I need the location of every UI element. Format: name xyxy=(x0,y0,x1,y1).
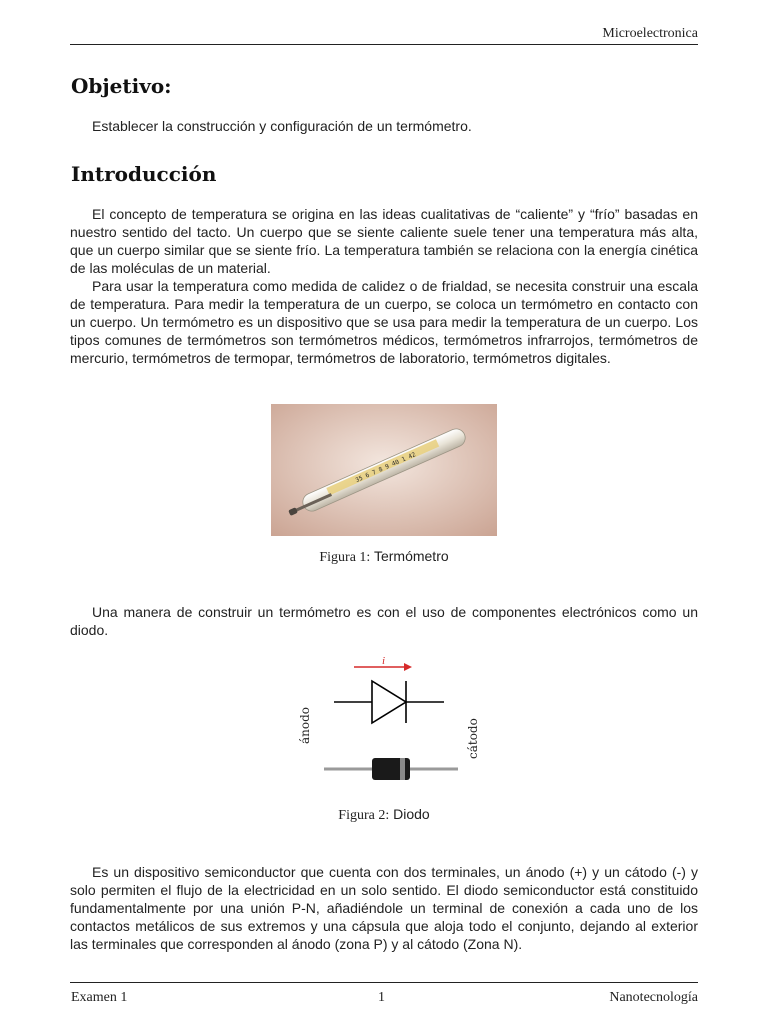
objetivo-text: Establecer la construcción y configuración de un termómetro. xyxy=(92,118,472,134)
intro-paragraph-4: Es un dispositivo semiconductor que cuenta con dos terminales, un ánodo (+) y un cátodo (-) y solo permiten el flujo de la electricidad en un solo sentido. El diodo semiconductor está constituido fundamentalmente por una unión P-N, añadiéndole un terminal de conexión a cada uno de los contactos metálicos de sus extremos y una cápsula que aloja todo el conjunto, dejando al exterior las terminales que corresponden al ánodo (zona P) y al cátodo (Zona N). xyxy=(70,864,698,952)
cathode-label: cátodo xyxy=(466,718,480,759)
current-arrow-head-icon xyxy=(404,663,412,671)
footer-left: Examen 1 xyxy=(71,990,128,1005)
figure-1-caption xyxy=(0,548,768,566)
figure-1-caption-text: Termómetro xyxy=(373,548,449,564)
footer-page-number: 1 xyxy=(378,990,385,1005)
current-label: i xyxy=(382,655,386,667)
thermometer-photo xyxy=(271,404,497,536)
diode-symbol-icon xyxy=(334,681,444,723)
figure-1-label: Figura 1: xyxy=(319,550,371,565)
anode-label: ánodo xyxy=(298,706,312,744)
footer-right: Nanotecnología xyxy=(609,990,698,1005)
running-header-title: Microelectronica xyxy=(602,26,698,41)
heading-objetivo: Objetivo: xyxy=(71,74,172,98)
diode-component-icon xyxy=(324,758,458,780)
intro-paragraph-3: Una manera de construir un termómetro es con el uso de componentes electrónicos como un diodo. xyxy=(70,604,698,638)
figure-2-caption-text: Diodo xyxy=(393,806,430,822)
intro-paragraph-2: Para usar la temperatura como medida de calidez o de frialdad, se necesita construir una escala de temperatura. Para medir la temperatura de un cuerpo, se coloca un termómetro en contacto con un cuerpo. Un termómetro es un dispositivo que se usa para medir la temperatura de un cuerpo. Los tipos comunes de termómetros son termómetros médicos, termómetros infrarrojos, termómetros de mercurio, termómetros de termopar, termómetros de laboratorio, termómetros digitales. xyxy=(70,278,698,366)
header-rule xyxy=(70,44,698,45)
footer-rule xyxy=(70,982,698,983)
thermometer-scale-text: 35 6 7 8 9 40 1 42 xyxy=(354,451,417,485)
diode-diagram xyxy=(284,652,484,792)
heading-introduccion: Introducción xyxy=(71,162,217,186)
figure-2-caption xyxy=(0,806,768,824)
figure-2-label: Figura 2: xyxy=(338,808,390,823)
intro-paragraph-1: El concepto de temperatura se origina en las ideas cualitativas de “caliente” y “frío” basadas en nuestro sentido del tacto. Un cuerpo que se siente caliente suele tener una temperatura más alta, que un cuerpo similar que se siente frío. La temperatura también se relaciona con la energía cinética de las moléculas de un material. xyxy=(70,206,698,276)
